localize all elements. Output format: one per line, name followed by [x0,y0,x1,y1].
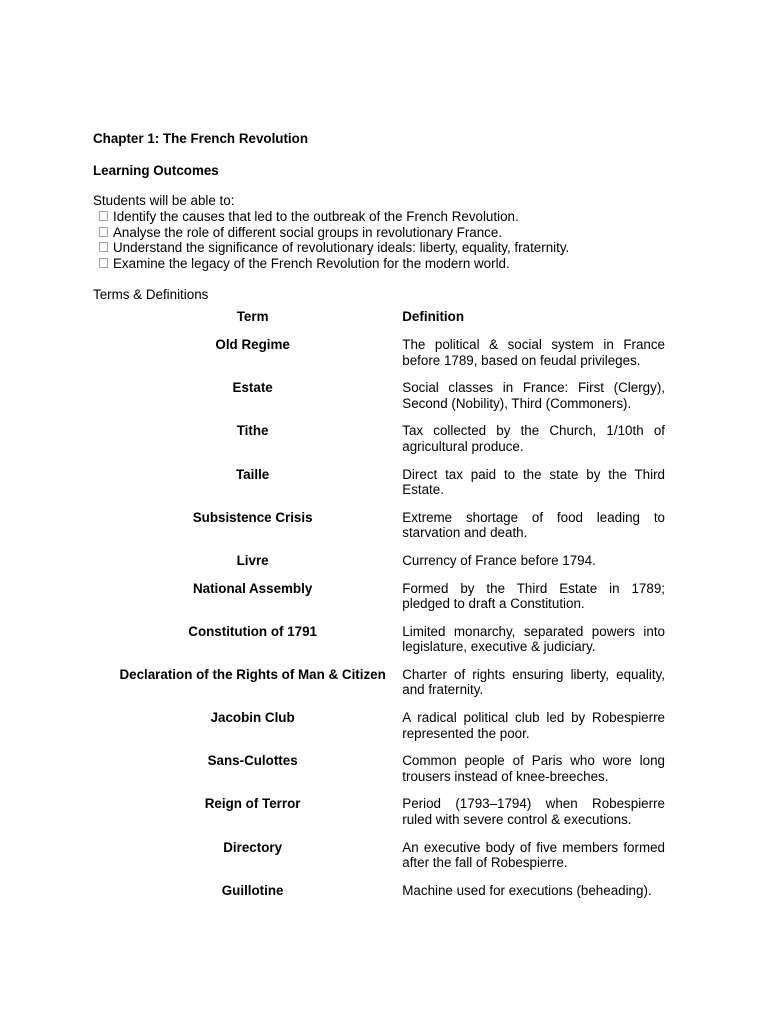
term-cell: Guillotine [221,882,284,898]
term-cell: National Assembly [192,580,313,596]
column-header-definition: Definition [402,309,465,325]
table-row [93,467,665,510]
definition-cell: Machine used for executions (beheading). [402,882,652,898]
outcome-text: Examine the legacy of the French Revolution for the modern world. [113,255,510,271]
definition-cell: Charter of rights ensuring liberty, equality, and fraternity. [402,666,665,698]
definition-cell: The political & social system in France before 1789, based on feudal privileges. [402,336,665,368]
column-header-term: Term [236,309,269,325]
checkbox-bullet-icon [99,258,108,268]
document-page [93,130,673,910]
definition-cell: Common people of Paris who wore long trousers instead of knee-breeches. [402,753,665,784]
table-row [93,423,665,466]
term-cell: Reign of Terror [204,796,301,812]
term-cell: Directory [223,839,283,855]
outcome-text: Identify the causes that led to the outbreak of the French Revolution. [113,209,519,224]
outcome-text: Understand the significance of revolutionary ideals: liberty, equality, fraternity. [113,240,570,256]
term-cell: Declaration of the Rights of Man & Citizen [119,666,386,682]
definition-cell: Formed by the Third Estate in 1789; pledged to draft a Constitution. [402,580,665,612]
terms-table [93,309,665,910]
term-cell: Old Regime [215,336,290,352]
terms-definitions-label: Terms & Definitions [93,287,209,303]
term-cell: Livre [236,552,269,568]
definition-cell: Direct tax paid to the state by the Third Estate. [402,466,665,498]
definition-cell: Period (1793–1794) when Robespierre ruled with severe control & executions. [402,796,665,828]
term-cell: Subsistence Crisis [192,509,313,525]
chapter-title: Chapter 1: The French Revolution [93,131,309,146]
term-cell: Sans-Culottes [207,753,298,769]
table-header-row [93,309,665,337]
term-cell: Tithe [236,423,269,439]
checkbox-bullet-icon [99,242,108,252]
checkbox-bullet-icon [99,227,108,237]
list-item [93,209,673,225]
term-cell: Jacobin Club [210,710,295,726]
table-row [93,337,665,380]
term-cell: Taille [236,466,270,482]
table-row [93,796,665,839]
checkbox-bullet-icon [99,211,108,221]
definition-cell: Tax collected by the Church, 1/10th of agricultural produce. [402,423,665,454]
term-cell: Estate [232,380,273,396]
definition-cell: Extreme shortage of food leading to starvation and death. [402,509,665,541]
table-row [93,380,665,423]
table-row [93,840,665,883]
outcomes-list [93,209,673,271]
learning-outcomes-heading: Learning Outcomes [93,163,219,178]
outcome-text: Analyse the role of different social groups in revolutionary France. [113,224,503,240]
table-row [93,581,665,624]
definition-cell: Currency of France before 1794. [402,552,596,568]
list-item [93,240,673,256]
definition-cell: An executive body of five members formed after the fall of Robespierre. [402,839,665,871]
table-row [93,753,665,796]
table-row [93,710,665,753]
table-row [93,667,665,710]
table-row [93,553,665,581]
definition-cell: Limited monarchy, separated powers into legislature, executive & judiciary. [402,623,665,655]
definition-cell: A radical political club led by Robespierre represented the poor. [402,710,665,741]
table-row [93,624,665,667]
definition-cell: Social classes in France: First (Clergy), Second (Nobility), Third (Commoners). [402,380,665,411]
list-item [93,225,673,241]
table-row [93,510,665,553]
term-cell: Constitution of 1791 [188,623,317,639]
outcomes-intro: Students will be able to: [93,193,235,208]
list-item [93,256,673,272]
table-row [93,883,665,911]
